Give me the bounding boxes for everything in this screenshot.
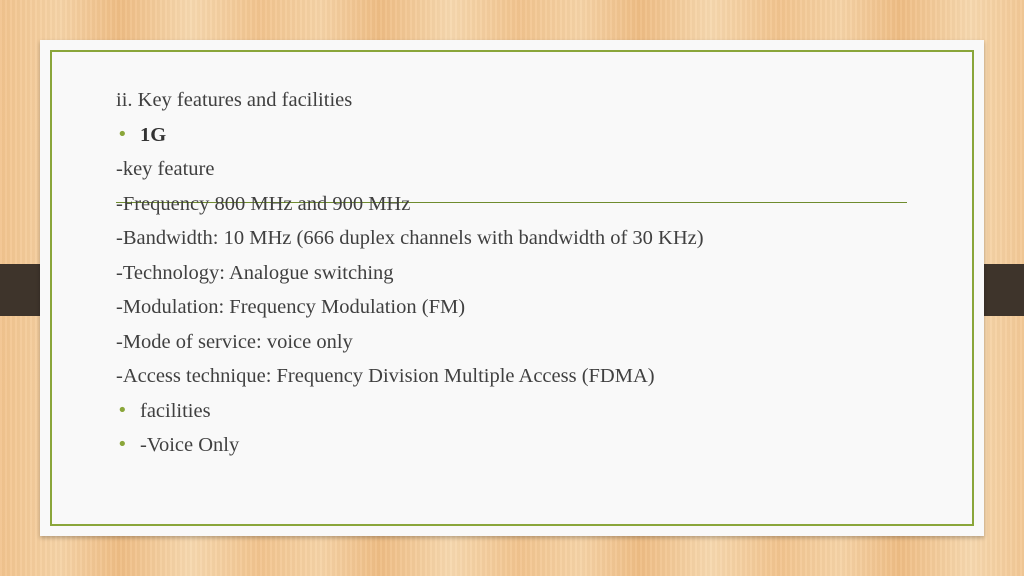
bullet-dot-icon: • xyxy=(117,434,128,455)
bullet-item-facilities xyxy=(116,394,936,429)
text-line-bandwidth: -Bandwidth: 10 MHz (666 duplex channels with bandwidth of 30 KHz) xyxy=(116,227,704,249)
text-line-mode-of-service: -Mode of service: voice only xyxy=(116,330,353,353)
bullet-text: 1G xyxy=(140,123,167,146)
slide-content xyxy=(116,83,936,463)
slide-paper xyxy=(40,40,984,536)
text-line-frequency: -Frequency 800 MHz and 900 MHz xyxy=(116,192,411,215)
bullet-dot-icon: • xyxy=(117,123,128,145)
bullet-item-voice-only xyxy=(116,428,936,463)
bullet-text: -Voice Only xyxy=(140,434,240,456)
slide-heading: ii. Key features and facilities xyxy=(116,89,353,111)
text-line-access-technique: -Access technique: Frequency Division Multiple Access (FDMA) xyxy=(116,365,655,387)
bullet-text: facilities xyxy=(140,399,211,422)
text-line-key-feature: -key feature xyxy=(116,158,215,180)
bullet-dot-icon: • xyxy=(117,399,128,421)
text-line-modulation: -Modulation: Frequency Modulation (FM) xyxy=(116,296,466,318)
text-line-technology: -Technology: Analogue switching xyxy=(116,261,394,284)
bullet-item-1g xyxy=(116,118,936,153)
